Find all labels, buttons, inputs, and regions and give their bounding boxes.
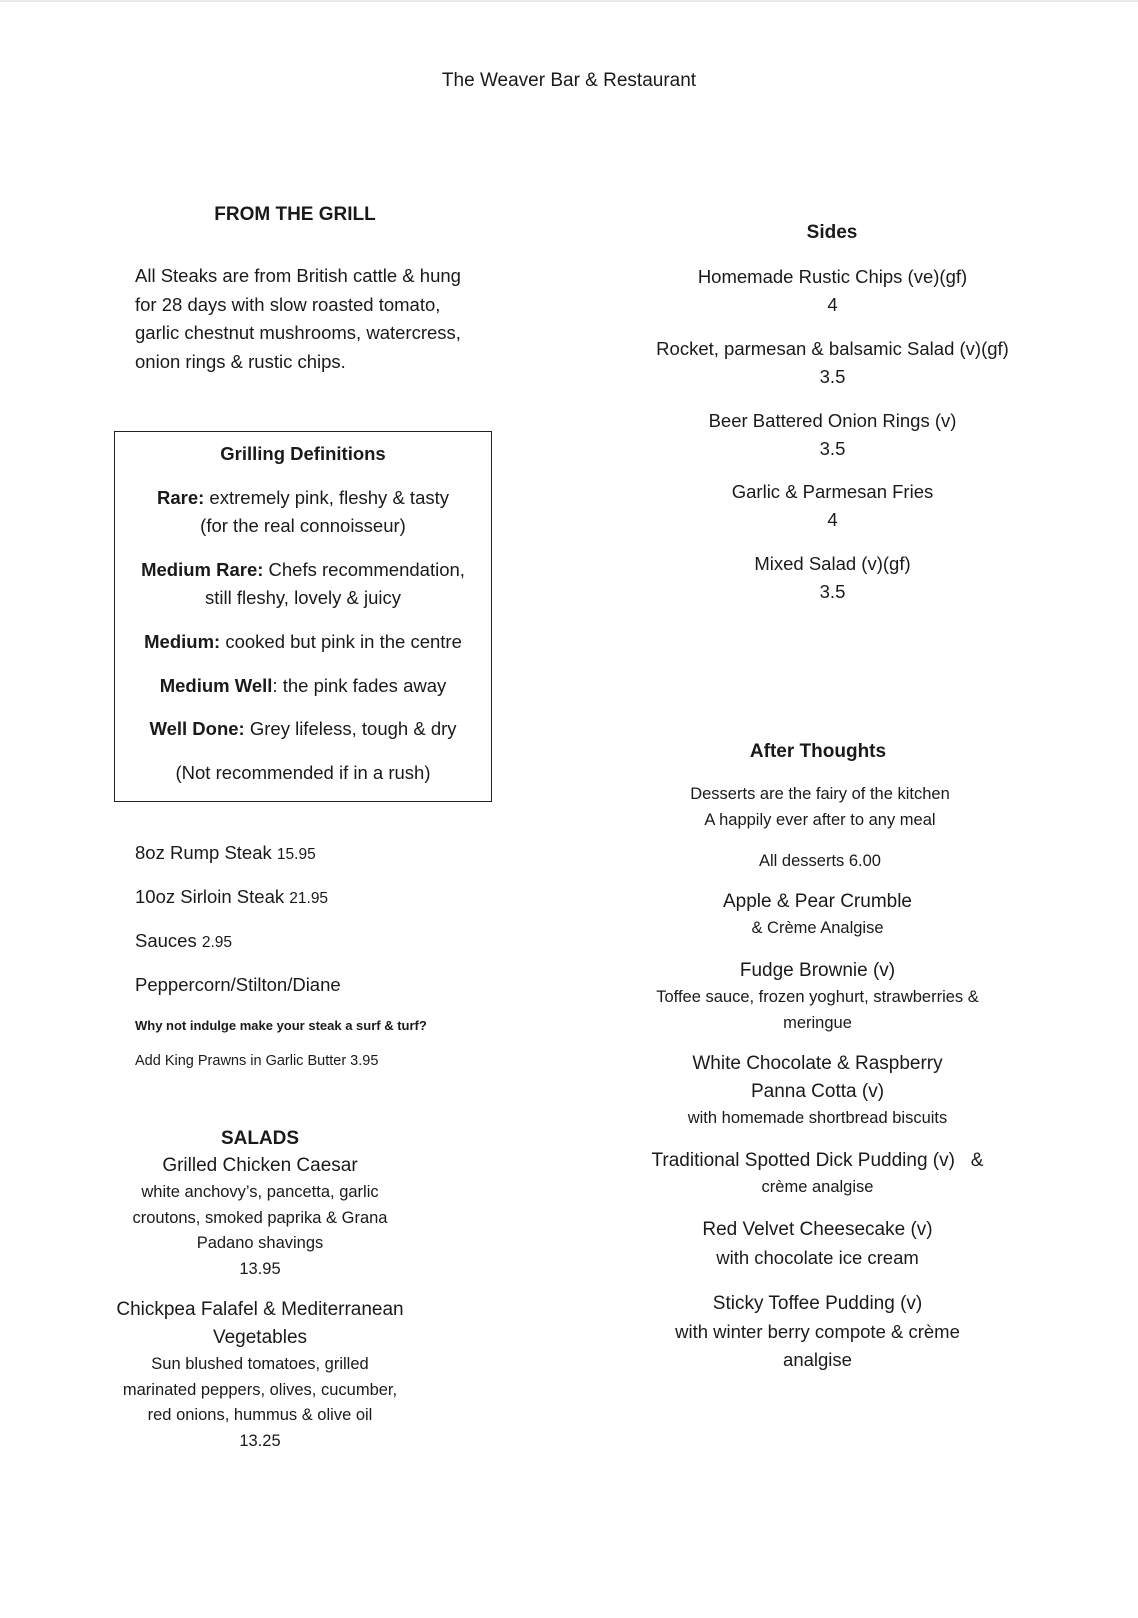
salad-item [100,1152,420,1282]
dessert-name: Sticky Toffee Pudding (v) [712,1293,923,1314]
surf-turf-addon: Add King Prawns in Garlic Butter 3.95 [135,1053,379,1069]
side-name: Garlic & Parmesan Fries [731,481,934,502]
sides-heading: Sides [806,222,858,243]
side-name: Homemade Rustic Chips (ve)(gf) [697,266,968,287]
salad-price: 13.25 [239,1431,281,1450]
definition-term: Well Done: [149,718,245,739]
desserts-price-note: All desserts 6.00 [759,852,881,870]
definition-well-done [114,715,492,743]
side-name: Rocket, parmesan & balsamic Salad (v)(gf) [656,338,1009,359]
surf-turf-note: Why not indulge make your steak a surf & turf? [135,1018,427,1033]
dessert-item [630,1216,1005,1272]
salad-name: Chickpea Falafel & Mediterranean [116,1299,404,1320]
salad-desc: red onions, hummus & olive oil [147,1406,373,1424]
sauces-name: Sauces [135,930,197,951]
side-price: 3.5 [819,581,846,602]
definition-footnote: (Not recommended if in a rush) [175,762,431,783]
salad-desc: Padano shavings [196,1234,324,1252]
salad-desc: Sun blushed tomatoes, grilled [151,1355,369,1373]
side-price: 4 [827,294,838,315]
definition-medium-well [114,672,492,700]
grill-intro-line: for 28 days with slow roasted tomato, [135,293,441,315]
definition-text: cooked but pink in the centre [220,631,462,652]
after-thoughts-heading: After Thoughts [749,741,887,762]
salad-price: 13.95 [239,1259,281,1278]
side-item [620,550,1045,606]
salad-name: Vegetables [212,1327,308,1348]
dessert-item [630,1290,1005,1374]
definition-text-line2: (for the real connoisseur) [200,515,406,536]
definition-term: Medium: [144,631,221,652]
steak-name: 10oz Sirloin Steak [135,886,285,907]
salad-item [100,1296,420,1454]
side-name: Beer Battered Onion Rings (v) [708,410,957,431]
salad-desc: croutons, smoked paprika & Grana [132,1208,388,1227]
steak-item [135,886,328,908]
side-price: 3.5 [819,438,846,459]
page-top-edge [0,0,1138,2]
dessert-name: Apple & Pear Crumble [722,891,913,912]
dessert-desc: & Crème Analgise [751,919,884,937]
sauce-options: Peppercorn/Stilton/Diane [135,974,341,995]
definition-rare [114,484,492,540]
after-thoughts-tagline: Desserts are the fairy of the kitchen [690,785,950,803]
grill-heading: FROM THE GRILL [214,204,376,225]
dessert-item [630,1050,1005,1132]
salads-heading: SALADS [220,1128,300,1149]
definition-text: : the pink fades away [272,675,447,696]
definition-term: Rare: [156,487,205,508]
definition-medium-rare [114,556,492,612]
grill-intro-line: onion rings & rustic chips. [135,350,346,372]
dessert-item [630,957,1005,1036]
side-item [620,335,1045,391]
dessert-name: Panna Cotta (v) [750,1081,885,1102]
after-thoughts-tagline: A happily ever after to any meal [704,811,936,829]
dessert-item [630,1147,1005,1201]
sauces-price: 2.95 [201,934,233,951]
dessert-name: Traditional Spotted Dick Pudding (v) & [651,1150,984,1171]
dessert-desc: with homemade shortbread biscuits [687,1109,948,1127]
definition-term: Medium Well [159,675,273,696]
definition-text: Chefs recommendation, [263,559,465,580]
salad-desc: marinated peppers, olives, cucumber, [122,1380,398,1399]
salad-name: Grilled Chicken Caesar [162,1155,358,1176]
dessert-desc: Toffee sauce, frozen yoghurt, strawberries & [656,988,979,1006]
dessert-desc: meringue [783,1013,852,1032]
dessert-name: Fudge Brownie (v) [739,960,896,981]
dessert-desc: with chocolate ice cream [716,1247,919,1268]
definition-text: Grey lifeless, tough & dry [244,718,457,739]
restaurant-title: The Weaver Bar & Restaurant [441,70,697,91]
dessert-desc: crème analgise [761,1178,874,1196]
steak-name: 8oz Rump Steak [135,842,272,863]
dessert-item [630,888,1005,942]
side-price: 3.5 [819,366,846,387]
definition-text-line2: still fleshy, lovely & juicy [204,587,402,608]
definition-medium [114,628,492,656]
grill-intro-line: All Steaks are from British cattle & hung [135,265,461,286]
salad-desc: white anchovy’s, pancetta, garlic [141,1183,379,1201]
side-name: Mixed Salad (v)(gf) [754,553,911,574]
steak-price: 15.95 [276,846,316,863]
sauces-item [135,930,232,952]
grill-intro [135,262,505,376]
side-item [620,407,1045,463]
dessert-name: White Chocolate & Raspberry [692,1053,943,1074]
dessert-desc: analgise [783,1349,852,1370]
definition-term: Medium Rare: [141,559,264,580]
dessert-desc: with winter berry compote & crème [675,1321,960,1342]
side-item [620,263,1045,319]
side-item [620,478,1045,534]
side-price: 4 [827,509,838,530]
steak-item [135,842,316,864]
dessert-name: Red Velvet Cheesecake (v) [702,1219,933,1240]
definition-text: extremely pink, fleshy & tasty [204,487,449,508]
steak-price: 21.95 [289,890,329,907]
grill-intro-line: garlic chestnut mushrooms, watercress, [135,322,461,343]
grilling-definitions-heading: Grilling Definitions [220,443,386,464]
